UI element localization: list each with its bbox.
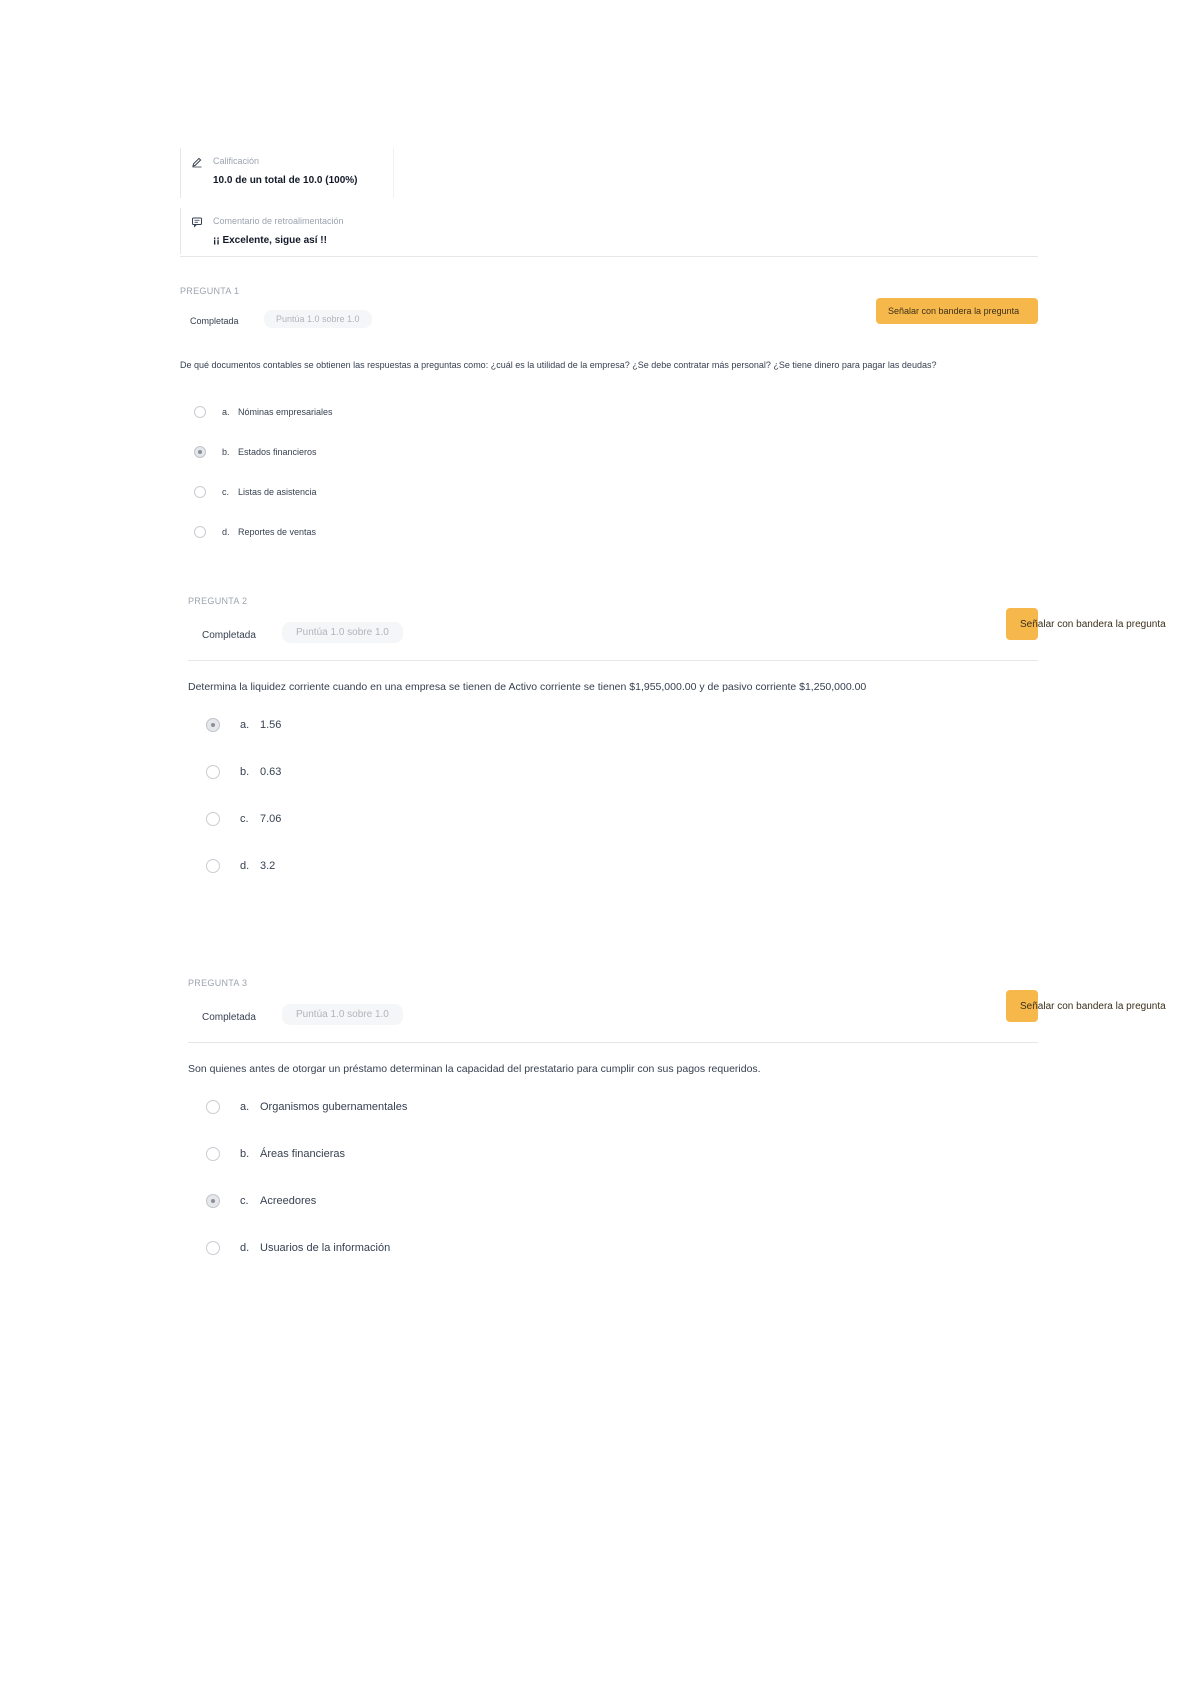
option-label: Nóminas empresariales [238,407,333,417]
question-score-badge: Puntúa 1.0 sobre 1.0 [282,622,403,643]
answer-option-b[interactable] [194,446,317,458]
flag-question-button[interactable]: Señalar con bandera la pregunta [876,298,1038,324]
radio-button-selected[interactable] [194,446,206,458]
option-label: 7.06 [260,813,282,825]
divider [188,660,1038,661]
question-title: PREGUNTA 3 [188,978,248,988]
radio-button[interactable] [206,1241,220,1255]
option-letter: c. [240,813,249,825]
answer-option-a[interactable] [206,718,281,732]
question-status: Completada [190,316,239,326]
question-3 [188,978,1166,1278]
option-letter: b. [222,447,230,457]
radio-button-selected[interactable] [206,718,220,732]
option-letter: a. [240,1101,250,1113]
divider [188,1042,1038,1043]
radio-button[interactable] [194,526,206,538]
question-text: Determina la liquidez corriente cuando en una empresa se tienen de Activo corriente se tienen $1,955,000.00 y de pasivo corriente $1,250,000.00 [188,681,867,693]
question-text: Son quienes antes de otorgar un préstamo determinan la capacidad del prestatario para cumplir con sus pagos requeridos. [188,1063,761,1075]
pencil-icon [191,156,203,168]
radio-button-selected[interactable] [206,1194,220,1208]
option-letter: d. [222,527,230,537]
question-text: De qué documentos contables se obtienen las respuestas a preguntas como: ¿cuál es la utilidad de la empresa? ¿Se debe contratar más personal? ¿Se tiene dinero para pagar las deudas? [180,360,937,370]
answer-option-d[interactable] [206,859,275,873]
option-letter: d. [240,1242,250,1254]
comment-icon [191,216,203,228]
attempt-summary [180,148,1038,257]
question-title: PREGUNTA 2 [188,596,248,606]
option-letter: b. [240,766,250,778]
answer-option-b[interactable] [206,765,281,779]
question-status: Completada [202,630,256,641]
answer-option-a[interactable] [194,406,333,418]
option-letter: c. [240,1195,249,1207]
answer-option-c[interactable] [206,1194,316,1208]
feedback-label: Comentario de retroalimentación [213,216,344,226]
grade-label: Calificación [213,156,260,166]
radio-button[interactable] [206,1147,220,1161]
option-label: 3.2 [260,860,276,872]
radio-button[interactable] [206,812,220,826]
option-label: 0.63 [260,766,282,778]
answer-option-c[interactable] [194,486,317,498]
option-label: Organismos gubernamentales [260,1101,408,1113]
question-score-badge: Puntúa 1.0 sobre 1.0 [264,310,372,328]
option-letter: d. [240,860,250,872]
question-score-badge: Puntúa 1.0 sobre 1.0 [282,1004,403,1025]
answer-option-d[interactable] [206,1241,390,1255]
answer-option-a[interactable] [206,1100,407,1114]
option-label: 1.56 [260,719,282,731]
grade-row [180,148,394,198]
question-title: PREGUNTA 1 [180,286,240,296]
option-label: Estados financieros [238,447,317,457]
option-letter: c. [222,487,230,497]
question-1 [180,286,1038,546]
option-label: Reportes de ventas [238,527,317,537]
feedback-row [180,208,493,254]
flag-question-button[interactable]: Señalar con bandera la pregunta [1006,990,1038,1022]
radio-button[interactable] [206,859,220,873]
question-2 [188,596,1166,906]
question-status: Completada [202,1012,256,1023]
answer-option-b[interactable] [206,1147,345,1161]
option-label: Acreedores [260,1195,317,1207]
option-label: Listas de asistencia [238,487,317,497]
answer-option-c[interactable] [206,812,281,826]
option-label: Áreas financieras [260,1148,345,1160]
radio-button[interactable] [206,765,220,779]
option-letter: b. [240,1148,250,1160]
grade-value: 10.0 de un total de 10.0 (100%) [213,175,358,186]
radio-button[interactable] [194,406,206,418]
answer-option-d[interactable] [194,526,316,538]
radio-button[interactable] [194,486,206,498]
feedback-value: ¡¡ Excelente, sigue así !! [213,235,327,246]
option-letter: a. [240,719,250,731]
flag-question-button[interactable]: Señalar con bandera la pregunta [1006,608,1038,640]
option-letter: a. [222,407,230,417]
radio-button[interactable] [206,1100,220,1114]
option-label: Usuarios de la información [260,1242,391,1254]
